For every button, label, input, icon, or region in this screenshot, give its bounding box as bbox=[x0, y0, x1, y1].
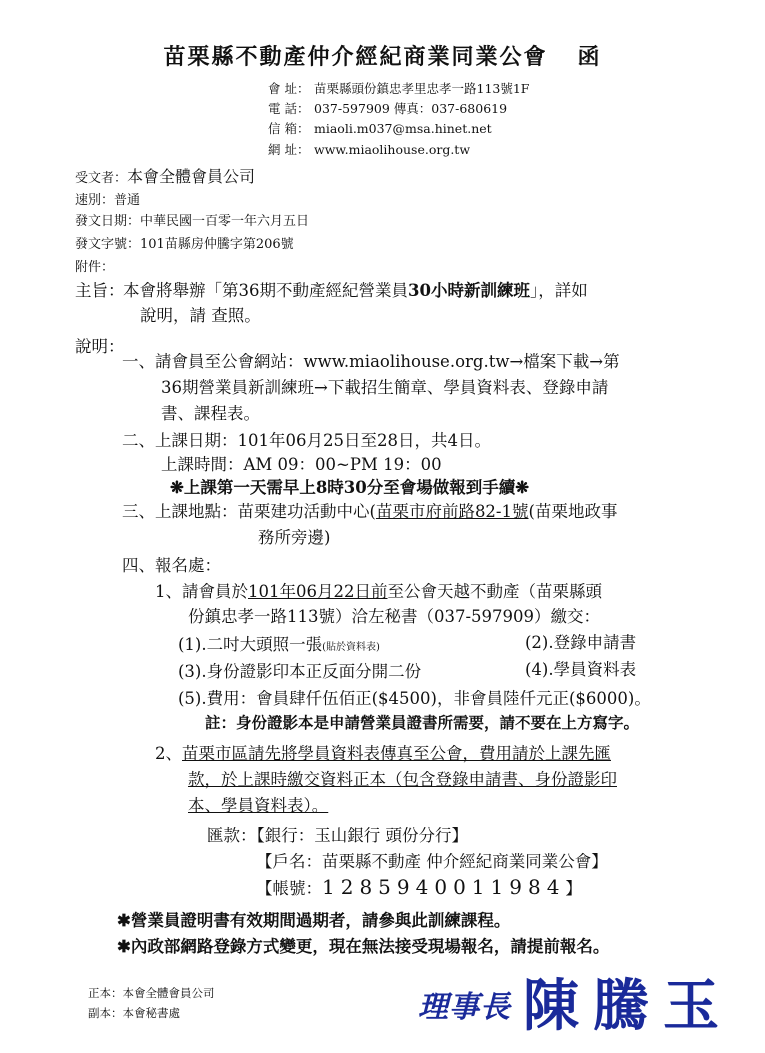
item-4-sub-1-line-1: 1、請會員於101年06月22日前至公會天越不動產（苗栗縣頭 bbox=[155, 582, 602, 601]
signature-title: 理事長 bbox=[418, 990, 511, 1025]
doc-item-4: (4).學員資料表 bbox=[525, 660, 637, 679]
recipient-line: 受文者：本會全體會員公司 bbox=[75, 167, 256, 186]
item-4-sub-2-line-3: 本、學員資料表）。 bbox=[188, 796, 329, 815]
cc-copy: 副本：本會秘書處 bbox=[88, 1006, 180, 1020]
remark-1: ✱營業員證明書有效期間過期者，請參與此訓練課程。 bbox=[117, 911, 511, 930]
explanation-label: 說明： bbox=[75, 337, 125, 356]
item-2-note: ❋上課第一天需早上8時30分至會場做報到手續❋ bbox=[170, 478, 530, 497]
remit-account-number-line: 【帳號：1285940011984】 bbox=[256, 875, 582, 899]
contact-address: 會 址： 苗栗縣頭份鎮忠孝里忠孝一路113號1F bbox=[268, 81, 530, 96]
contact-email: 信 箱： miaoli.m037@msa.hinet.net bbox=[268, 121, 492, 136]
cc-original: 正本：本會全體會員公司 bbox=[88, 986, 215, 1000]
item-4-sub-2-line-1: 2、苗栗市區請先將學員資料表傳真至公會，費用請於上課先匯 bbox=[155, 744, 611, 763]
remit-account-name: 【戶名：苗栗縣不動產 仲介經紀商業同業公會】 bbox=[256, 852, 608, 871]
signature-name: 陳騰玉 bbox=[523, 973, 733, 1039]
item-4-sub-1-line-2: 份鎮忠孝一路113號）洽左秘書（037-597909）繳交： bbox=[188, 607, 601, 626]
item-1-line-3: 書、課程表。 bbox=[161, 404, 260, 423]
item-4-sub-2-line-2: 款，於上課時繳交資料正本（包含登錄申請書、身份證影印 bbox=[188, 770, 617, 789]
item-2-line-1: 二、上課日期：101年06月25日至28日，共4日。 bbox=[122, 431, 491, 450]
remark-2: ✱內政部網路登錄方式變更，現在無法接受現場報名，請提前報名。 bbox=[117, 937, 610, 956]
remit-bank-line: 匯款：【銀行：玉山銀行 頭份分行】 bbox=[207, 826, 468, 845]
fee-line: (5).費用：會員肆仟伍佰正($4500)，非會員陸仟元正($6000)。 bbox=[178, 689, 651, 708]
item-4-label: 四、報名處： bbox=[122, 556, 221, 575]
doc-item-1: (1).二吋大頭照一張(貼於資料表) bbox=[178, 635, 380, 654]
signature-stamp bbox=[418, 962, 733, 1042]
subject-label: 主旨： bbox=[75, 281, 125, 300]
item-1-line-1: 一、請會員至公會網站：www.miaolihouse.org.tw→檔案下載→第 bbox=[122, 352, 620, 371]
account-number: 1285940011984 bbox=[322, 875, 566, 899]
contact-website: 網 址： www.miaolihouse.org.tw bbox=[268, 142, 471, 157]
item-1-line-2: 36期營業員新訓練班→下載招生簡章、學員資料表、登錄申請 bbox=[161, 378, 609, 397]
item-2-line-2: 上課時間：AM 09：00~PM 19：00 bbox=[161, 455, 442, 474]
id-copy-note: 註：身份證影本是申請營業員證書所需要，請不要在上方寫字。 bbox=[205, 713, 640, 732]
doc-number-line: 發文字號：101苗縣房仲騰字第206號 bbox=[75, 237, 294, 252]
doc-item-3: (3).身份證影印本正反面分開二份 bbox=[178, 662, 422, 681]
association-name: 苗栗縣不動產仲介經紀商業同業公會 bbox=[163, 44, 548, 70]
document-type: 函 bbox=[577, 44, 602, 70]
subject-line-1: 本會將舉辦「第36期不動產經紀營業員30小時新訓練班」，詳如 bbox=[123, 281, 588, 300]
letterhead-title bbox=[0, 40, 765, 71]
attachment-line: 附件： bbox=[75, 260, 115, 275]
date-line: 發文日期：中華民國一百零一年六月五日 bbox=[75, 214, 310, 229]
item-3-line-1: 三、上課地點：苗栗建功活動中心(苗栗市府前路82-1號(苗栗地政事 bbox=[122, 502, 618, 521]
subject-line-2: 說明，請 查照。 bbox=[140, 306, 261, 325]
speed-line: 速別：普通 bbox=[75, 193, 141, 208]
item-3-line-2: 務所旁邊) bbox=[258, 528, 331, 547]
recipient: 本會全體會員公司 bbox=[127, 167, 256, 186]
doc-item-2: (2).登錄申請書 bbox=[525, 633, 637, 652]
contact-phone: 電 話： 037-597909 傳真：037-680619 bbox=[268, 101, 508, 116]
